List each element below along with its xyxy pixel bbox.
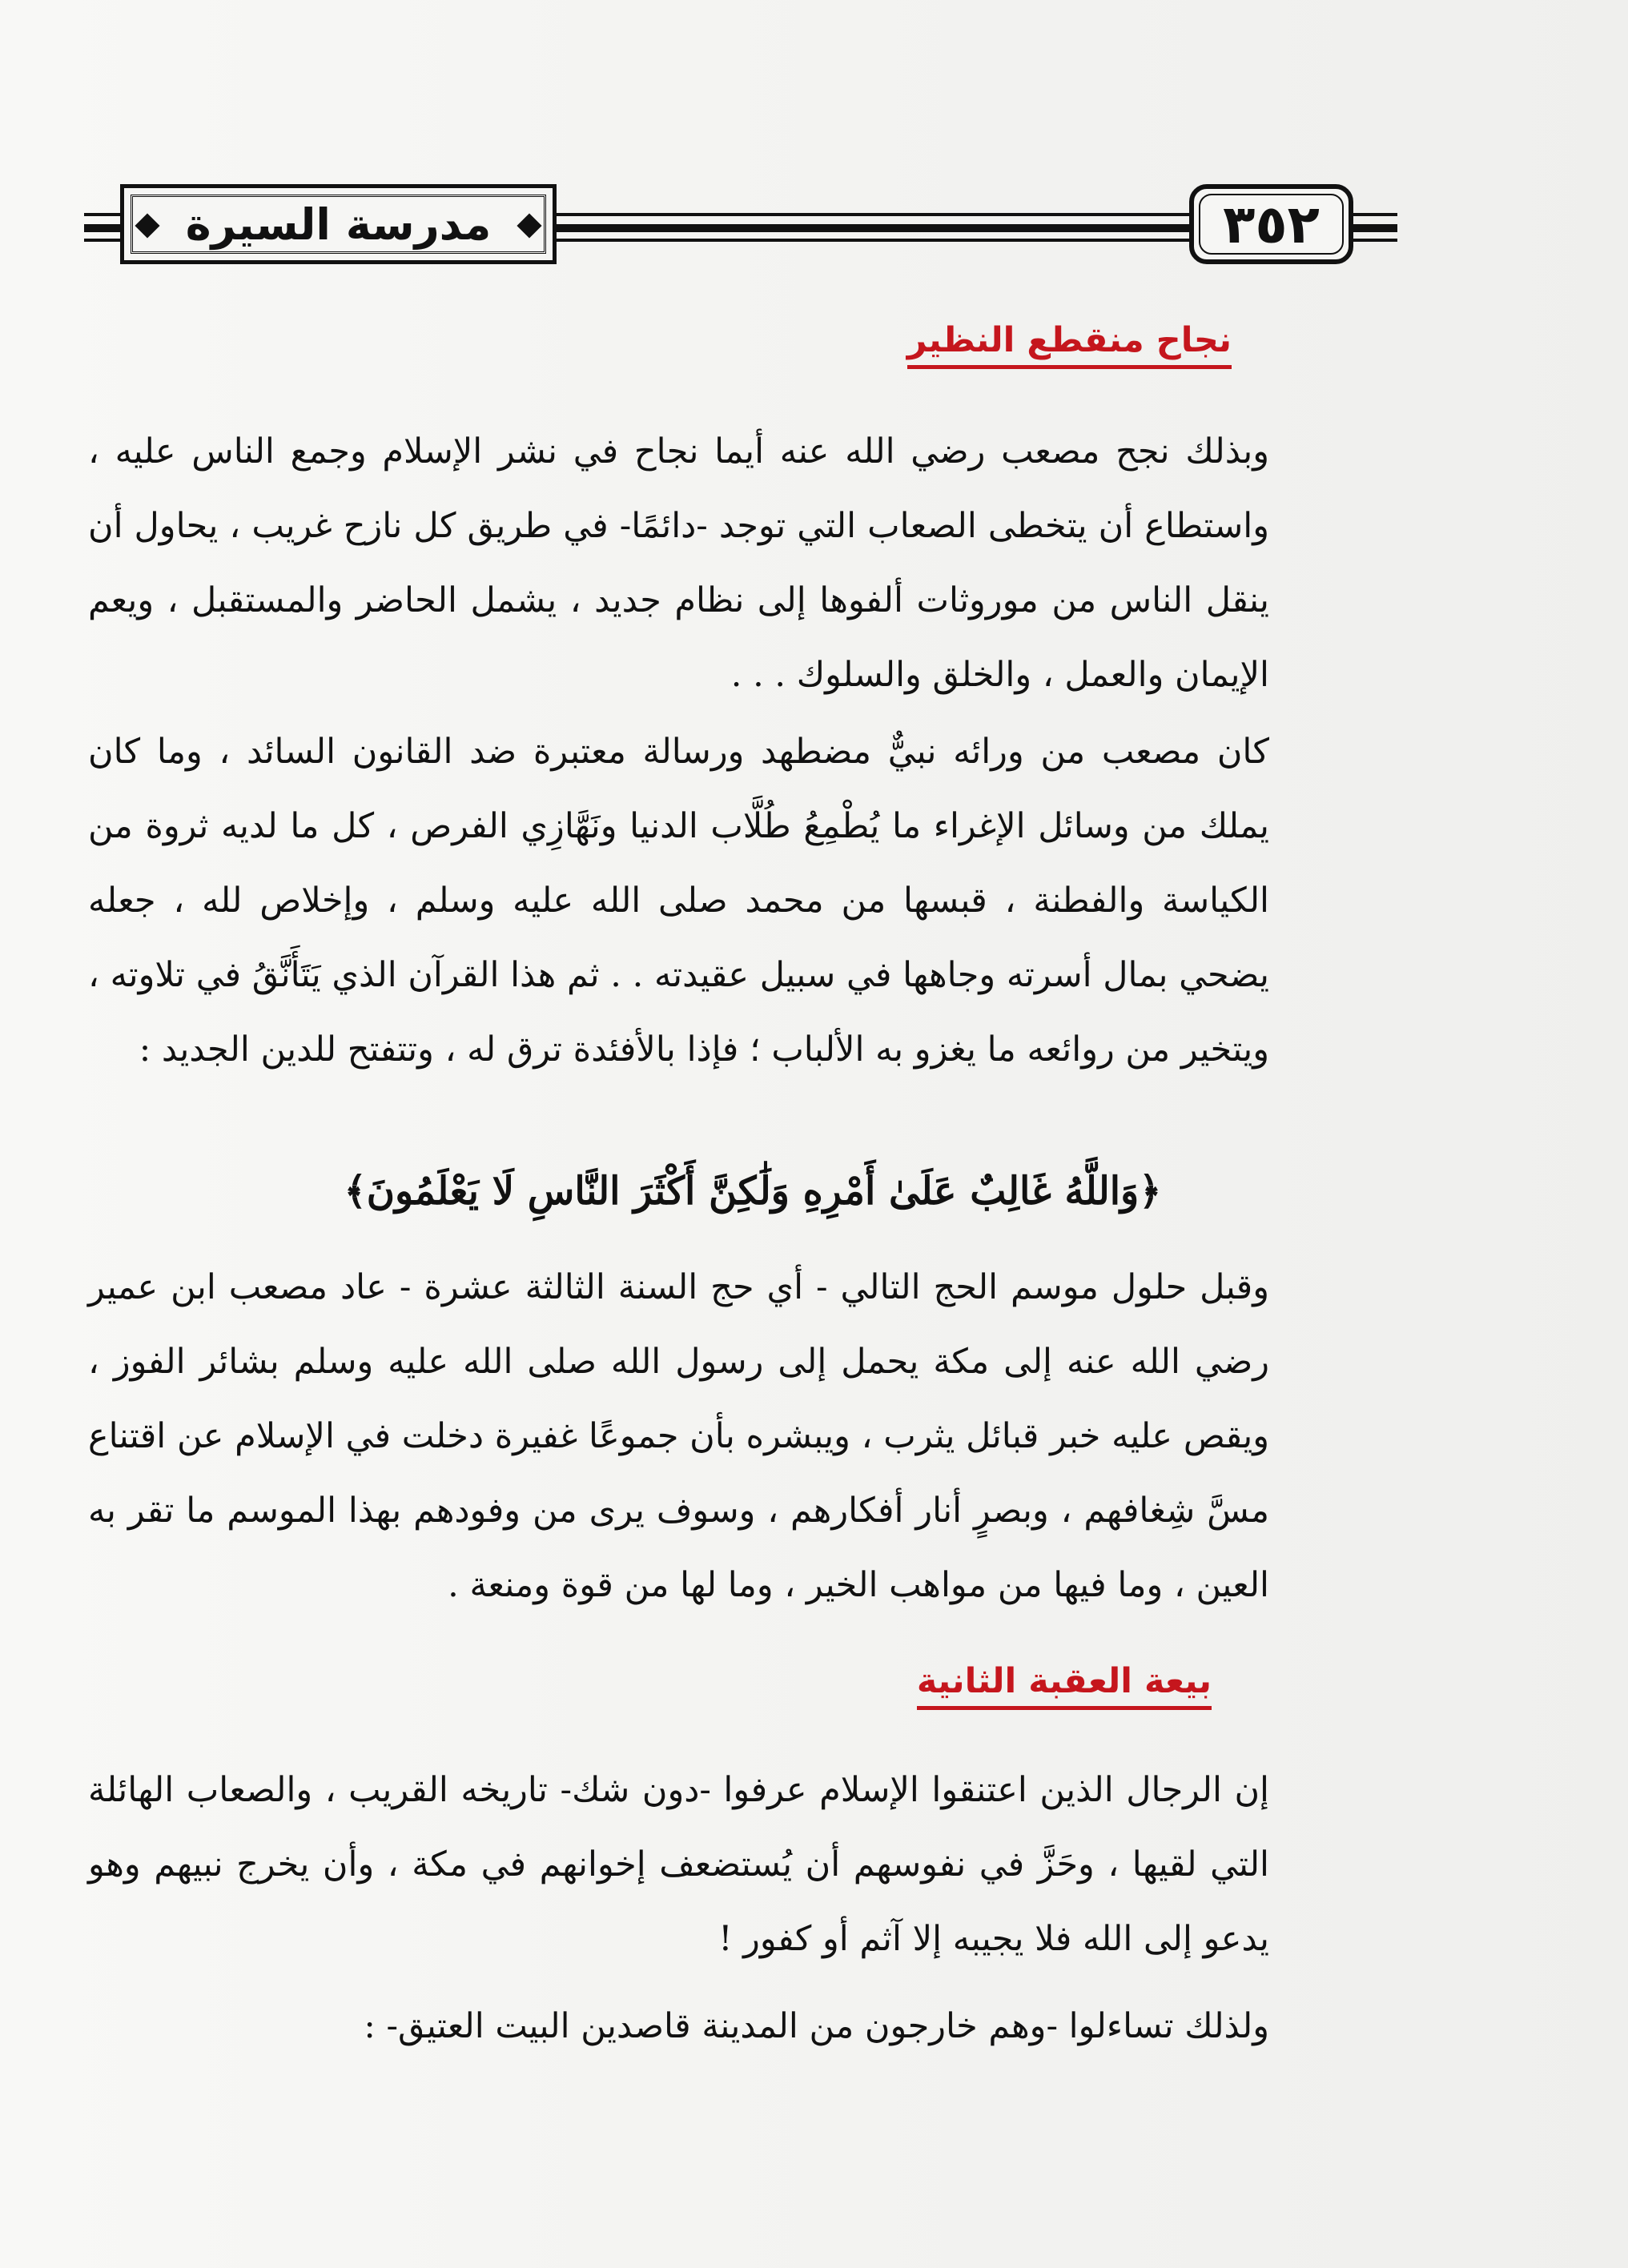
- book-title-frame: [120, 184, 557, 264]
- quran-verse: ﴿وَاللَّهُ غَالِبٌ عَلَىٰ أَمْرِهِ وَلَٰكِنَّ أَكْثَرَ النَّاسِ لَا يَعْلَمُونَ﴾: [344, 1169, 1162, 1214]
- paragraph: وبذلك نجح مصعب رضي الله عنه أيما نجاح في نشر الإسلام وجمع الناس عليه ، واستطاع أن يتخطى الصعاب التي توجد -دائمًا- في طريق كل نازح غريب ، يحاول أن ينقل الناس من موروثات ألفوها إلى نظام جديد ، يشمل الحاضر والمستقبل ، ويعم الإيمان والعمل ، والخلق والسلوك . . .: [88, 432, 1269, 695]
- paragraph: إن الرجال الذين اعتنقوا الإسلام عرفوا -دون شك- تاريخه القريب ، والصعاب الهائلة التي لقيها ، وحَزَّ في نفوسهم أن يُستضعف إخوانهم في مكة ، وأن يخرج نبيهم وهو يدعو إلى الله فلا يجيبه إلا آثم أو كفور !: [88, 1770, 1269, 1959]
- paragraph: ولذلك تساءلوا -وهم خارجون من المدينة قاصدين البيت العتيق- :: [364, 2006, 1269, 2046]
- section-heading: نجاح منقطع النظير: [907, 320, 1232, 369]
- page-header: [84, 184, 1397, 264]
- ornament-icon: [135, 213, 159, 238]
- section-heading: بيعة العقبة الثانية: [917, 1661, 1212, 1710]
- page-number-frame: [1189, 184, 1353, 264]
- book-title: مدرسة السيرة: [185, 199, 492, 250]
- page-number: ٣٥٢: [1223, 193, 1320, 255]
- paragraph: كان مصعب من ورائه نبيٌّ مضطهد ورسالة معتبرة ضد القانون السائد ، وما كان يملك من وسائل الإغراء ما يُطْمِعُ طُلَّاب الدنيا ونَهَّازِي الفرص ، كل ما لديه ثروة من الكياسة والفطنة ، قبسها من محمد صلى الله عليه وسلم ، وإخلاص لله ، جعله يضحي بمال أسرته وجاهها في سبيل عقيدته . . ثم هذا القرآن الذي يَتَأَنَّقُ في تلاوته ، ويتخير من روائعه ما يغزو به الألباب ؛ فإذا بالأفئدة ترق له ، وتتفتح للدين الجديد :: [88, 732, 1269, 1070]
- section2-body: [88, 1753, 1269, 1977]
- section1-body-2: [88, 715, 1269, 1087]
- section2-body-2: [88, 1989, 1269, 2064]
- section1-body: [88, 415, 1269, 713]
- ornament-icon: [517, 213, 541, 238]
- section1-body-3: [88, 1250, 1269, 1623]
- paragraph: وقبل حلول موسم الحج التالي - أي حج السنة الثالثة عشرة - عاد مصعب ابن عمير رضي الله عنه إلى مكة يحمل إلى رسول الله صلى الله عليه وسلم بشائر الفوز ، ويقص عليه خبر قبائل يثرب ، ويبشره بأن جموعًا غفيرة دخلت في الإسلام عن اقتناع مسَّ شِغافهم ، وبصرٍ أنار أفكارهم ، وسوف يرى من وفودهم بهذا الموسم ما تقر به العين ، وما فيها من مواهب الخير ، وما لها من قوة ومنعة .: [88, 1267, 1269, 1605]
